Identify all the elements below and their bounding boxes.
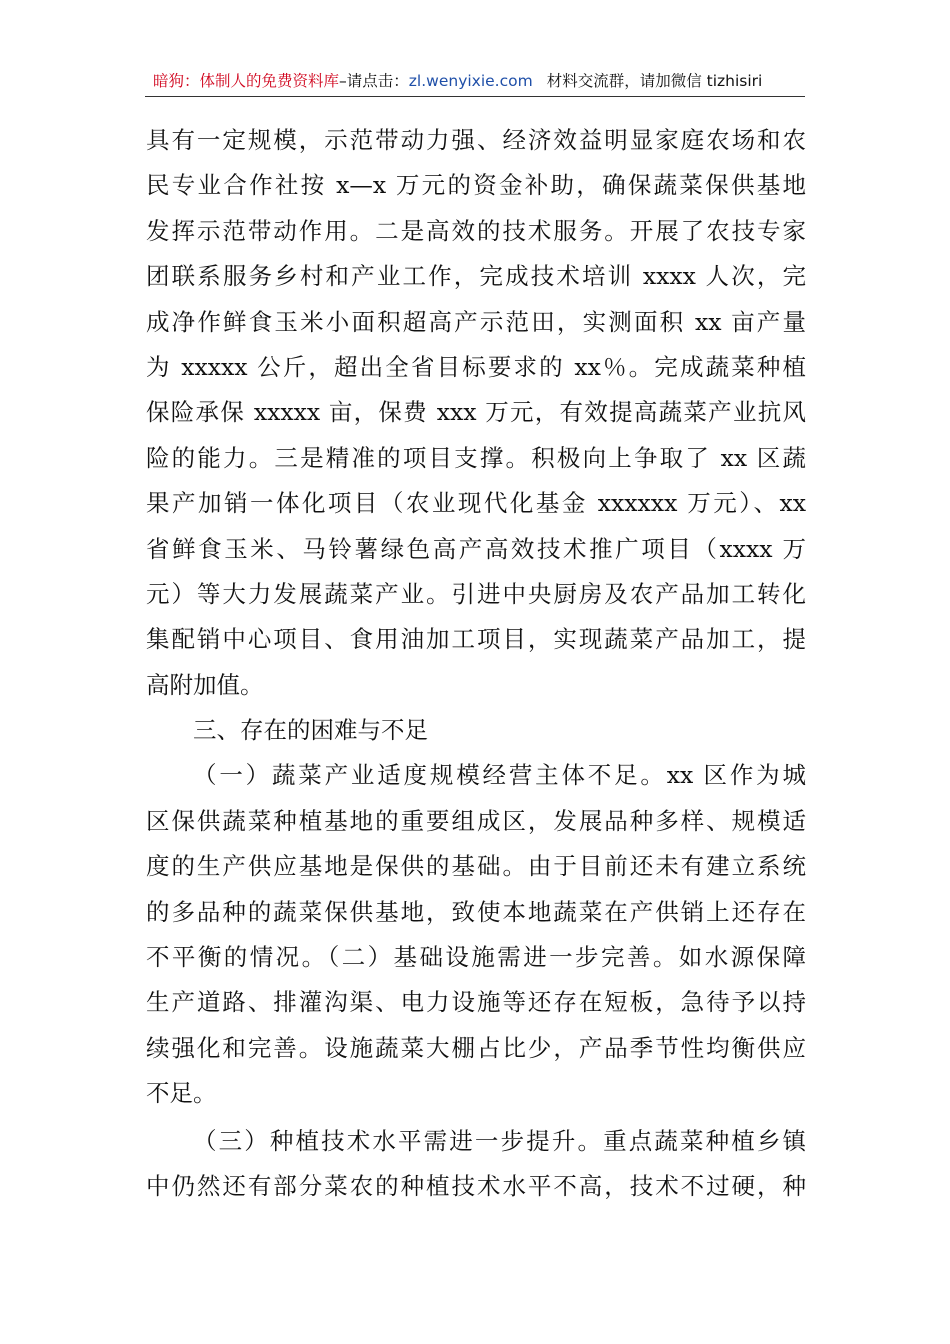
header-click-prompt: –请点击： bbox=[339, 72, 409, 90]
document-body bbox=[146, 118, 806, 1209]
text-line: 中仍然还有部分菜农的种植技术水平不高，技术不过硬，种 bbox=[146, 1171, 806, 1200]
text-line: 生产道路、排灌沟渠、电力设施等还存在短板，急待予以持 bbox=[146, 988, 806, 1017]
text-line: 具有一定规模，示范带动力强、经济效益明显家庭农场和农 bbox=[146, 126, 806, 154]
text-line: 不平衡的情况。（二）基础设施需进一步完善。如水源保障 bbox=[146, 943, 806, 972]
header-wechat-note: 材料交流群，请加微信 tizhisiri bbox=[546, 72, 763, 90]
text-line: （三）种植技术水平需进一步提升。重点蔬菜种植乡镇 bbox=[193, 1126, 806, 1155]
text-line: 续强化和完善。设施蔬菜大棚占比少，产品季节性均衡供应 bbox=[146, 1033, 806, 1062]
text-line: 保险承保 xxxxx 亩，保费 xxx 万元，有效提高蔬菜产业抗风 bbox=[146, 398, 806, 427]
header-site-name: 暗狗：体制人的免费资料库 bbox=[153, 72, 340, 90]
text-line: 元）等大力发展蔬菜产业。引进中央厨房及农产品加工转化 bbox=[146, 579, 806, 608]
page-header bbox=[145, 66, 805, 97]
text-line: 区保供蔬菜种植基地的重要组成区，发展品种多样、规模适 bbox=[146, 806, 806, 835]
text-line: 不足。 bbox=[146, 1079, 217, 1108]
text-line: 高附加值。 bbox=[146, 670, 264, 699]
text-line: 为 xxxxx 公斤，超出全省目标要求的 xx％。完成蔬菜种植 bbox=[146, 352, 806, 381]
paragraph-1 bbox=[146, 118, 806, 708]
text-line: 成净作鲜食玉米小面积超高产示范田，实测面积 xx 亩产量 bbox=[146, 307, 806, 336]
text-line: 民专业合作社按 x—x 万元的资金补助，确保蔬菜保供基地 bbox=[146, 171, 806, 200]
header-url-link[interactable]: zl.wenyixie.com bbox=[408, 72, 533, 90]
text-line: 省鲜食玉米、马铃薯绿色高产高效技术推广项目（xxxx 万 bbox=[146, 534, 806, 563]
text-line: 发挥示范带动作用。二是高效的技术服务。开展了农技专家 bbox=[146, 216, 806, 245]
text-line: （一）蔬菜产业适度规模经营主体不足。xx 区作为城 bbox=[193, 761, 806, 790]
section-heading: 三、存在的困难与不足 bbox=[193, 716, 428, 745]
paragraph-2 bbox=[146, 753, 806, 1116]
paragraph-3 bbox=[146, 1119, 806, 1210]
text-line: 果产加销一体化项目（农业现代化基金 xxxxxx 万元）、xx bbox=[146, 489, 806, 518]
text-line: 险的能力。三是精准的项目支撑。积极向上争取了 xx 区蔬 bbox=[146, 443, 806, 472]
text-line: 的多品种的蔬菜保供基地，致使本地蔬菜在产供销上还存在 bbox=[146, 897, 806, 926]
text-line: 集配销中心项目、食用油加工项目，实现蔬菜产品加工，提 bbox=[146, 625, 806, 654]
text-line: 团联系服务乡村和产业工作，完成技术培训 xxxx 人次，完 bbox=[146, 262, 806, 291]
text-line: 度的生产供应基地是保供的基础。由于目前还未有建立系统 bbox=[146, 852, 806, 881]
